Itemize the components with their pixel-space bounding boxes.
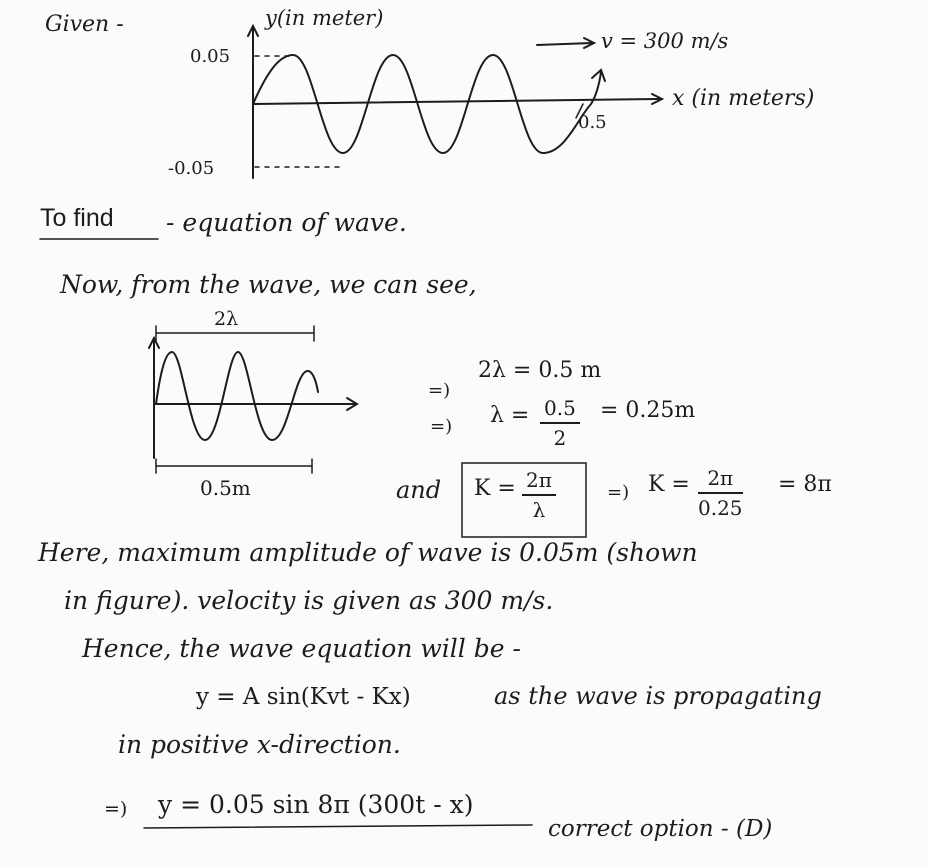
lambda-lhs: λ = <box>490 403 530 428</box>
velocity-arrow <box>537 43 592 45</box>
body-line-3: Hence, the wave equation will be - <box>82 634 521 663</box>
velocity-label: v = 300 m/s <box>601 29 729 53</box>
graph2-wave <box>156 352 318 440</box>
calc-arrow-1: =) <box>428 380 451 401</box>
given-label: Given - <box>45 12 124 37</box>
body-line-2: in figure). velocity is given as 300 m/s. <box>64 586 554 615</box>
graph1-x-axis <box>253 99 660 104</box>
k2-denominator: 0.25 <box>698 496 743 520</box>
intro-text: Now, from the wave, we can see, <box>60 270 477 299</box>
lambda-denominator: 2 <box>553 426 567 450</box>
graph1-ymin-label: -0.05 <box>168 158 215 179</box>
lambda-fraction <box>540 398 580 448</box>
to-find-text: - equation of wave. <box>166 208 407 237</box>
graph1-x-axis-label: x (in meters) <box>672 86 815 111</box>
wave-equation-general: y = A sin(Kvt - Kx) <box>196 684 411 710</box>
graph1-wave-arrow <box>592 70 605 81</box>
graph1-y-axis-label: y(in meter) <box>265 6 384 30</box>
final-arrow: =) <box>104 798 128 820</box>
calc-arrow-2: =) <box>430 416 453 437</box>
calc-arrow-3: =) <box>607 482 630 503</box>
k-denominator: λ <box>532 498 546 522</box>
correct-option: correct option - (D) <box>548 816 773 842</box>
k2-lhs: K = <box>648 472 690 497</box>
final-eq-underline <box>144 825 532 828</box>
k2-fraction <box>698 468 743 518</box>
k2-numerator: 2π <box>698 468 743 494</box>
k-lhs: K = <box>474 476 516 501</box>
final-equation: y = 0.05 sin 8π (300t - x) <box>158 790 474 819</box>
body-line-4: as the wave is propagating <box>494 682 822 710</box>
graph1-ymax-label: 0.05 <box>190 46 231 67</box>
lambda-numerator: 0.5 <box>540 398 580 424</box>
body-line-5: in positive x-direction. <box>118 730 401 759</box>
lambda-result: = 0.25m <box>600 398 696 423</box>
k-result: = 8π <box>778 472 832 497</box>
graph2-bottom-label: 0.5m <box>200 476 251 500</box>
graph2-top-label: 2λ <box>214 308 239 330</box>
and-label: and <box>396 476 442 504</box>
k-fraction <box>522 470 556 520</box>
to-find-label: To find <box>40 204 114 232</box>
graph1-x-tick-label: 0.5 <box>578 112 607 133</box>
body-line-1: Here, maximum amplitude of wave is 0.05m (shown <box>38 538 698 567</box>
k-numerator: 2π <box>522 470 556 496</box>
calc-line-1: 2λ = 0.5 m <box>478 358 602 383</box>
